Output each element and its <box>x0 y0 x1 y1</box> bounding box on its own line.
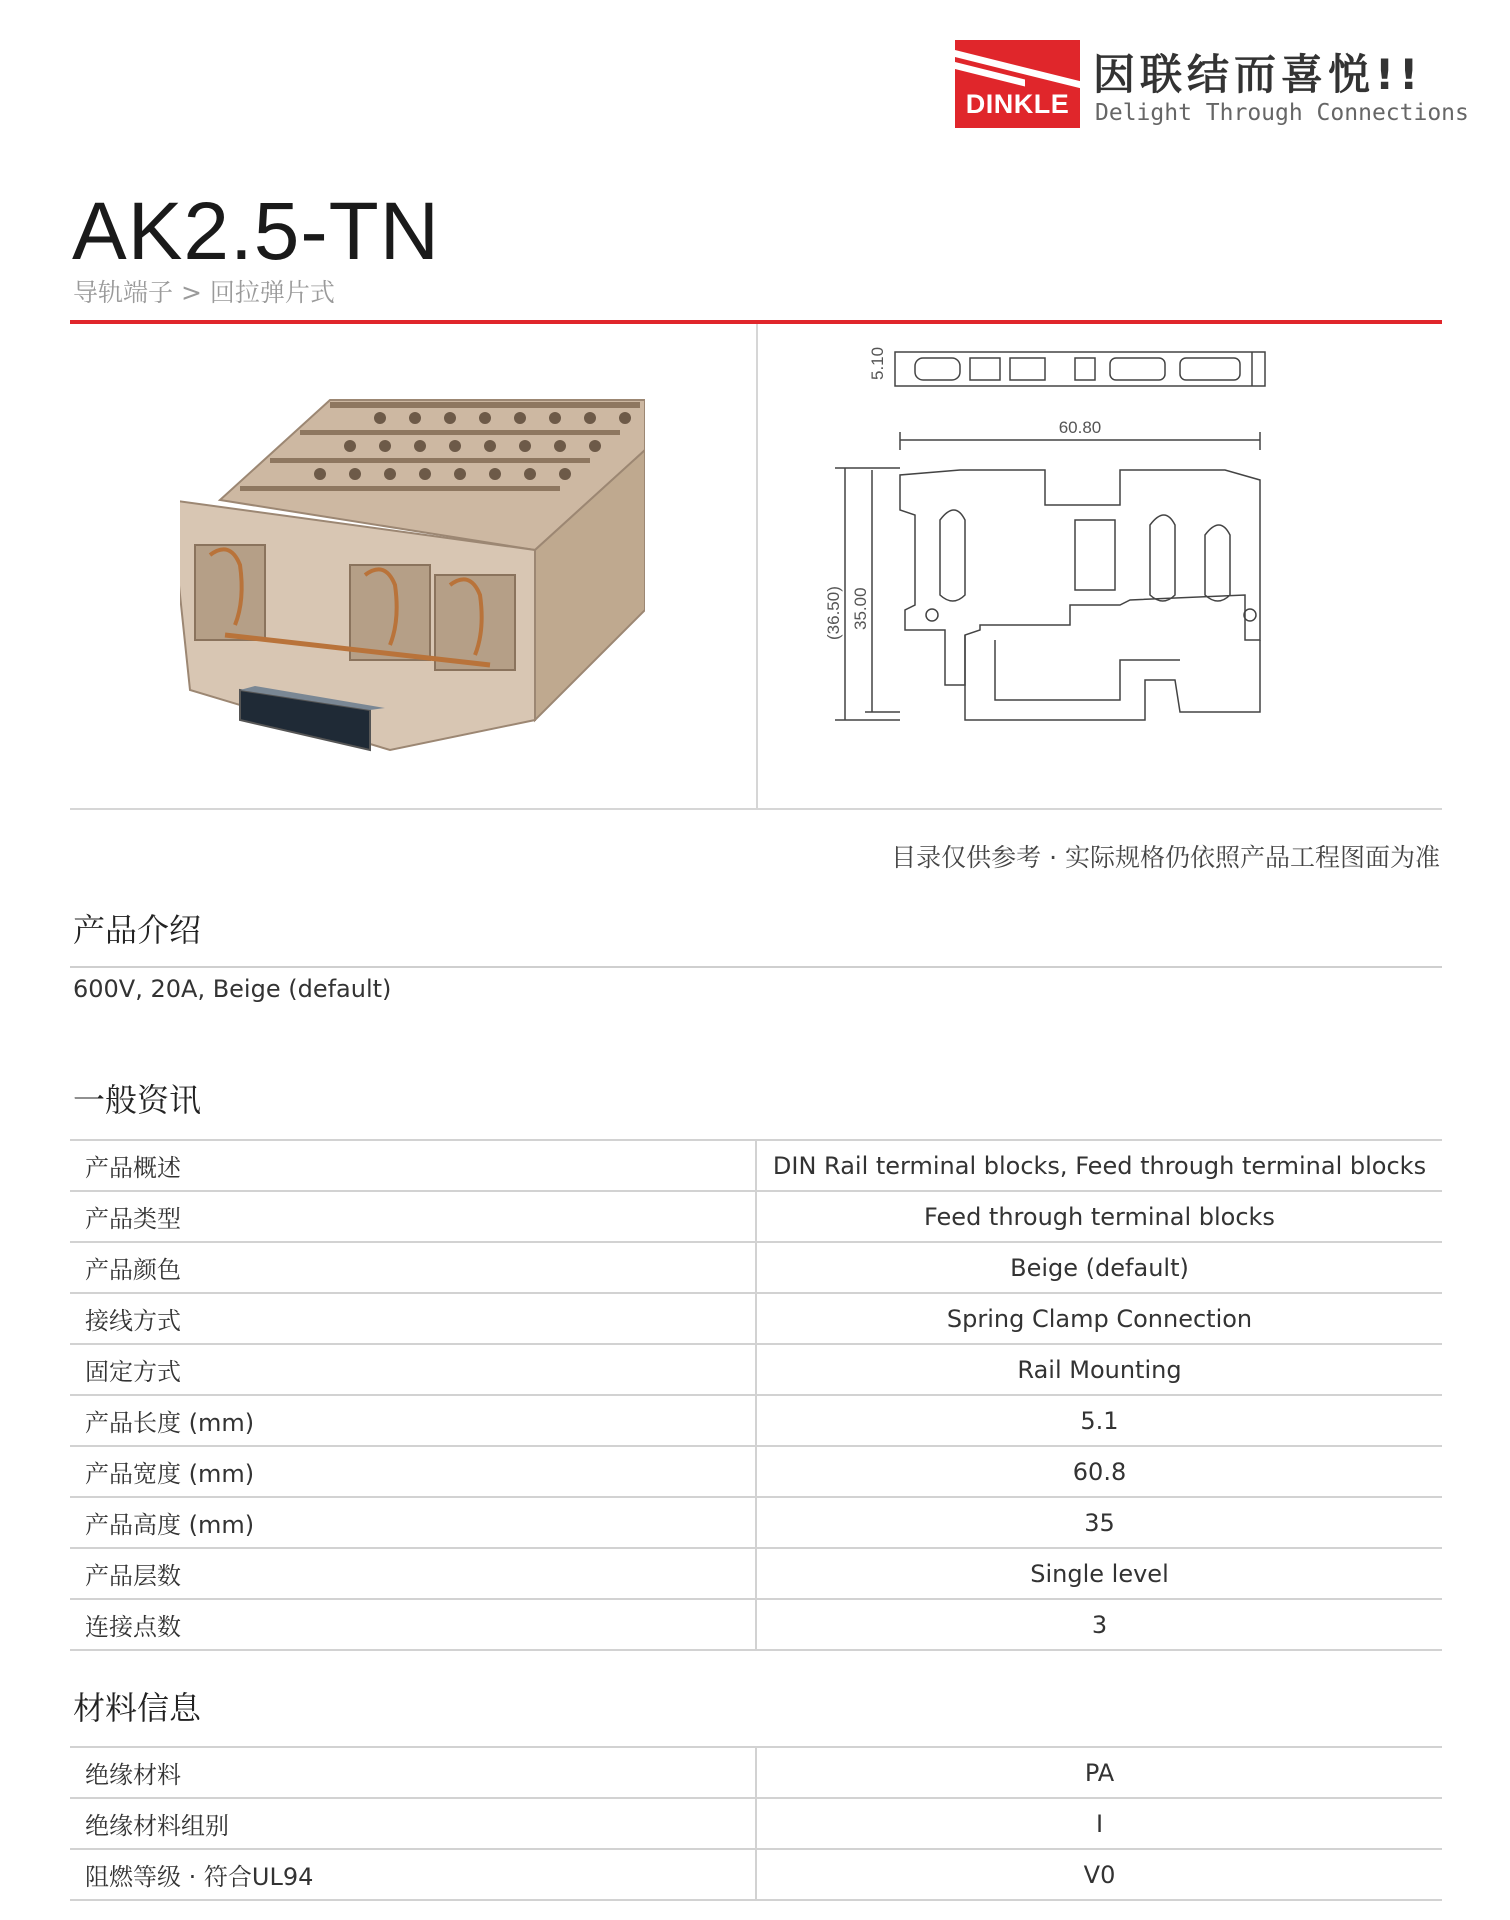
brand-subtitle: Delight Through Connections <box>1095 100 1469 126</box>
spec-value: Spring Clamp Connection <box>756 1293 1442 1344</box>
dinkle-logo <box>955 40 1080 128</box>
spec-key: 产品类型 <box>70 1191 756 1242</box>
spec-key: 产品层数 <box>70 1548 756 1599</box>
spec-key: 连接点数 <box>70 1599 756 1650</box>
spec-key: 产品高度 (mm) <box>70 1497 756 1548</box>
dim-width-label: 60.80 <box>1058 418 1102 437</box>
product-photo <box>180 390 645 780</box>
spec-value: Rail Mounting <box>756 1344 1442 1395</box>
table-row <box>70 1747 1442 1798</box>
table-row <box>70 1242 1442 1293</box>
spec-value: DIN Rail terminal blocks, Feed through terminal blocks <box>756 1140 1442 1191</box>
figure-divider-vertical <box>756 324 758 810</box>
table-row <box>70 1293 1442 1344</box>
spec-value: Feed through terminal blocks <box>756 1191 1442 1242</box>
dim-height-label: 35.00 <box>851 587 870 630</box>
spec-key: 产品长度 (mm) <box>70 1395 756 1446</box>
spec-value: 35 <box>756 1497 1442 1548</box>
table-row <box>70 1446 1442 1497</box>
spec-value: PA <box>756 1747 1442 1798</box>
spec-value: 60.8 <box>756 1446 1442 1497</box>
table-row <box>70 1344 1442 1395</box>
spec-key: 绝缘材料组别 <box>70 1798 756 1849</box>
spec-value: I <box>756 1798 1442 1849</box>
brand-header <box>955 40 1469 130</box>
dim-thickness-label: 5.10 <box>868 346 887 380</box>
spec-value: Single level <box>756 1548 1442 1599</box>
product-intro-text: 600V, 20A, Beige (default) <box>73 975 392 1003</box>
breadcrumb: 导轨端子 > 回拉弹片式 <box>73 278 335 307</box>
spec-key: 产品概述 <box>70 1140 756 1191</box>
product-model-title: AK2.5-TN <box>72 186 440 277</box>
spec-key: 产品颜色 <box>70 1242 756 1293</box>
section-title-general: 一般资讯 <box>73 1081 202 1119</box>
table-row <box>70 1548 1442 1599</box>
figure-divider-horizontal <box>70 808 1442 810</box>
table-row <box>70 1191 1442 1242</box>
dim-total-height-label: (36.50) <box>824 586 843 640</box>
spec-value: 3 <box>756 1599 1442 1650</box>
spec-key: 绝缘材料 <box>70 1747 756 1798</box>
disclaimer-note: 目录仅供参考 · 实际规格仍依照产品工程图面为准 <box>891 843 1440 872</box>
logo-text: DINKLE <box>965 89 1070 119</box>
section-title-material: 材料信息 <box>73 1689 202 1727</box>
table-row <box>70 1497 1442 1548</box>
general-info-table <box>70 1139 1442 1651</box>
spec-key: 接线方式 <box>70 1293 756 1344</box>
table-row <box>70 1599 1442 1650</box>
spec-value: 5.1 <box>756 1395 1442 1446</box>
spec-key: 固定方式 <box>70 1344 756 1395</box>
spec-key: 阻燃等级 · 符合UL94 <box>70 1849 756 1900</box>
section-title-intro: 产品介绍 <box>73 911 202 949</box>
material-info-table <box>70 1746 1442 1901</box>
table-row <box>70 1798 1442 1849</box>
brand-tagline: 因联结而喜悦!! <box>1093 50 1424 99</box>
spec-value: Beige (default) <box>756 1242 1442 1293</box>
table-row <box>70 1849 1442 1900</box>
table-row <box>70 1140 1442 1191</box>
spec-value: V0 <box>756 1849 1442 1900</box>
table-row <box>70 1395 1442 1446</box>
technical-drawing <box>820 340 1350 750</box>
spec-key: 产品宽度 (mm) <box>70 1446 756 1497</box>
section-rule-intro <box>70 966 1442 968</box>
